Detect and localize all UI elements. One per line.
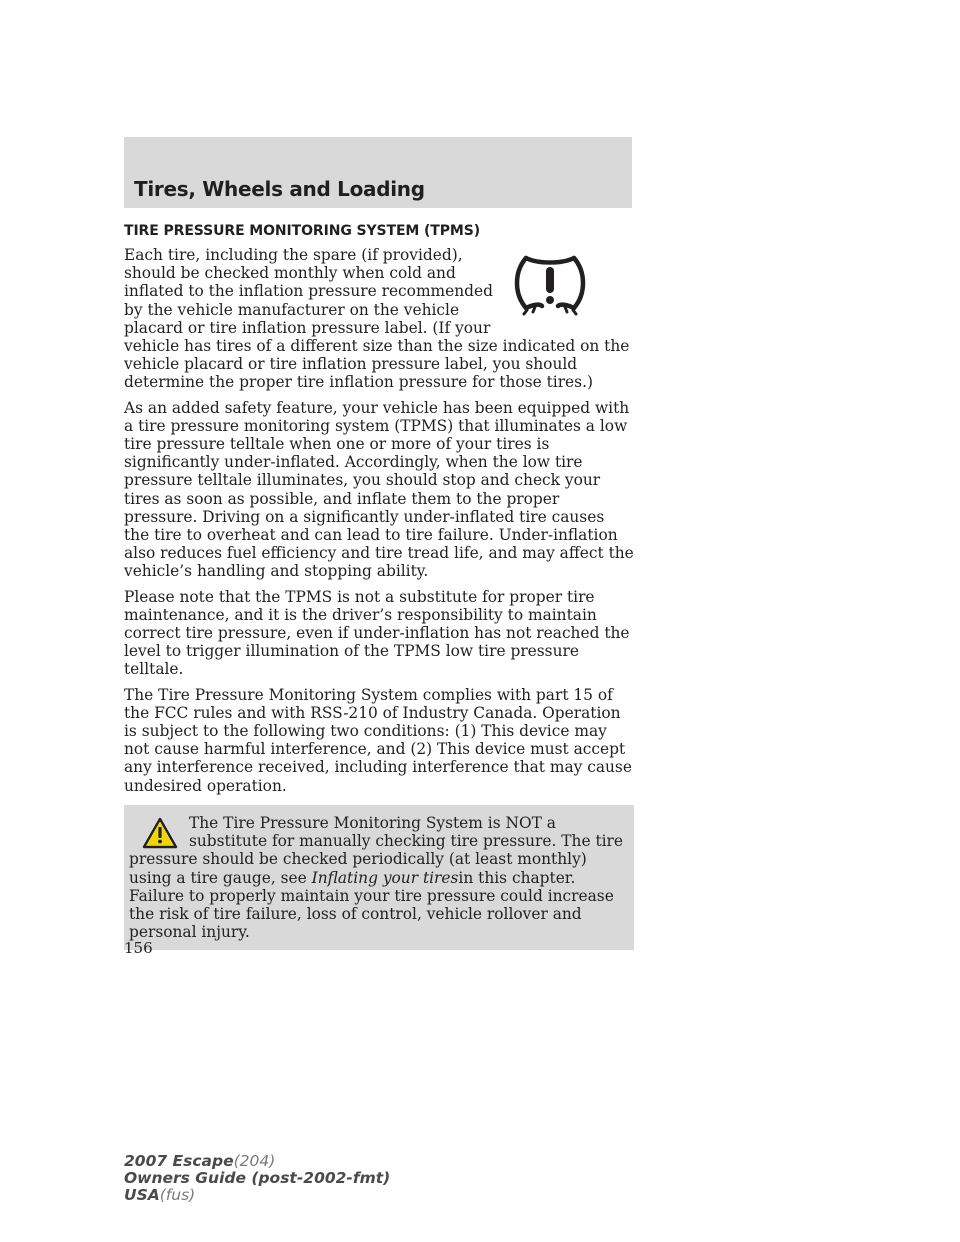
footer-guide: Owners Guide (post-2002-fmt) — [124, 1169, 391, 1187]
paragraph: The Tire Pressure Monitoring System complies with part 15 of the FCC rules and with RSS-210 of Industry Canada. Operation is subject to the following two conditions: (1) This device may not cause harmful interference, and (2) This device must accept any interference received, including interference that may cause undesired operation. — [124, 685, 632, 795]
paragraph: Each tire, including the spare (if provided), should be checked monthly when cold and inflated to the inflation pressure recommended by the vehicle manufacturer on the vehicle placard or tire inflation pressure label. (If your vehicle has tires of a different size than the size indicated on the vehicle placard or tire inflation pressure label, you should determine the proper tire inflation pressure for those tires.) — [124, 246, 630, 392]
footer-market: USA — [124, 1186, 160, 1204]
document-footer — [124, 1153, 390, 1204]
warning-box — [124, 805, 634, 950]
footer-model: 2007 Escape — [124, 1152, 234, 1170]
page-content — [124, 222, 634, 950]
warning-text: The Tire Pressure Monitoring System is NOT a substitute for manually checking tire pressure. The tire pressure should be checked periodically (at least monthly) using a tire gauge, see — [129, 813, 624, 887]
footer-model-code: (204) — [233, 1152, 276, 1170]
warning-crossref: Inflating your tires — [311, 868, 459, 887]
warning-triangle-icon — [141, 816, 179, 850]
tpms-warning-icon — [510, 250, 590, 316]
chapter-title: Tires, Wheels and Loading — [134, 177, 425, 201]
warning-text: in this chapter. Failure to properly maintain your tire pressure could increase the risk of tire failure, loss of control, vehicle rollover and personal injury. — [129, 868, 614, 942]
section-heading: TIRE PRESSURE MONITORING SYSTEM (TPMS) — [124, 223, 481, 239]
paragraph: Please note that the TPMS is not a substitute for proper tire maintenance, and it is the driver’s responsibility to maintain correct tire pressure, even if under-inflation has not reached the level to trigger illumination of the TPMS low tire pressure telltale. — [124, 587, 630, 679]
page-number: 156 — [124, 939, 153, 957]
paragraph: As an added safety feature, your vehicle has been equipped with a tire pressure monitoring system (TPMS) that illuminates a low tire pressure telltale when one or more of your tires is significantly under-inflated. Accordingly, when the low tire pressure telltale illuminates, you should stop and check your tires as soon as possible, and inflate them to the proper pressure. Driving on a significantly under-inflated tire causes the tire to overheat and can lead to tire failure. Under-inflation also reduces fuel efficiency and tire tread life, and may affect the vehicle’s handling and stopping ability. — [124, 398, 634, 581]
footer-market-code: (fus) — [159, 1186, 196, 1204]
